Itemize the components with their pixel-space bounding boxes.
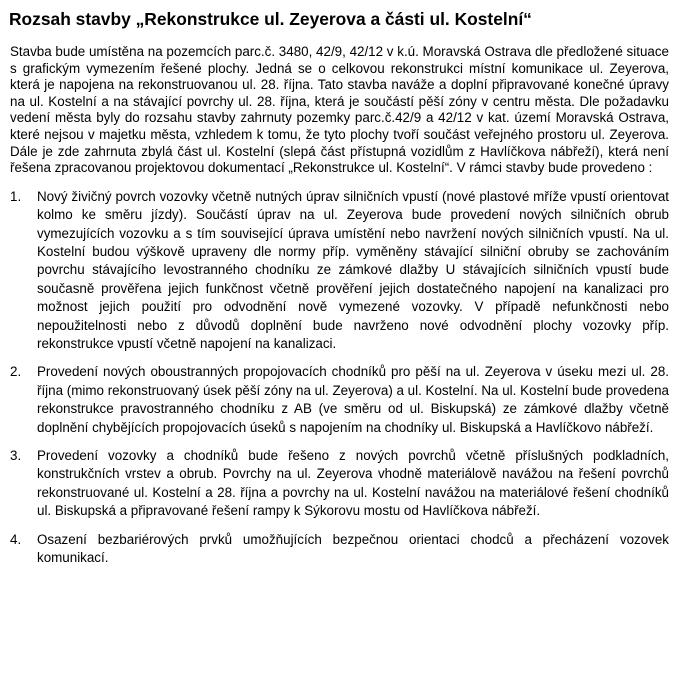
list-item xyxy=(9,188,669,354)
list-item-number: 4. xyxy=(10,531,22,547)
list-item-text: Provedení vozovky a chodníků bude řešeno z nových povrchů včetně příslušných podkladních, konstrukčních vrstev a obrub. Povrchy na ul. Zeyerova vhodně materiálově navážou na řešení povrchů rekonstruované ul. Kostelní a 28. října a povrchy na ul. Kostelní navážou na materiálové řešení chodníků ul. Biskupská a připravované řešení rampy k Sýkorovu mostu od Havlíčkova nábřeží. xyxy=(37,448,669,519)
list-item-text: Provedení nových oboustranných propojovacích chodníků pro pěší na ul. Zeyerova v úseku mezi ul. 28. října (mimo rekonstruovaný úsek pěší zóny na ul. Zeyerova) a ul. Kostelní. Na ul. Kostelní bude provedena rekonstrukce pravostranného chodníku z AB (ve směru od ul. Biskupská) ze zámkové dlažby včetně doplnění chybějících propojovacích úseků s napojením na chodníky ul. Biskupská a Havlíčkovo nábřeží. xyxy=(37,364,669,435)
scope-list xyxy=(9,188,669,568)
list-item xyxy=(9,447,669,521)
list-item xyxy=(9,363,669,437)
list-item-text: Nový živičný povrch vozovky včetně nutných úprav silničních vpustí (nové plastové mříže vpustí orientovat kolmo ke směru jízdy). Součástí úprav na ul. Zeyerova bude provedení nových silničních obrub vymezujících vozovku a s tím související úprava umístění nebo navržení nových silničních vpustí. Na ul. Kostelní budou výškově upraveny dle normy příp. vyměněny stávající silniční obruby se zachováním povrchu stávajícího levostranného chodníku ze zámkové dlažby U stávajících silničních vpustí bude současně prověřena jejich funkčnost včetně prověření jejich dostatečného napojení na kanalizaci pro možnost jejich použití pro odvodnění nově vymezené vozovky. V případě nefunkčnosti nebo nepoužitelnosti nebo z důvodů doplnění bude navrženo nové odvodnění plochy vozovky příp. rekonstrukce vpustí včetně napojení na kanalizaci. xyxy=(37,188,669,351)
document-title: Rozsah stavby „Rekonstrukce ul. Zeyerova a části ul. Kostelní“ xyxy=(9,9,532,29)
intro-paragraph: Stavba bude umístěna na pozemcích parc.č. 3480, 42/9, 42/12 v k.ú. Moravská Ostrava dle předložené situace s grafickým vymezením řešené plochy. Jedná se o celkovou rekonstrukci místní komunikace ul. Zeyerova, která je napojena na rekonstruovanou ul. 28. října. Tato stavba naváže a doplní připravované konečné úpravy na ul. Kostelní a na stávající povrchy ul. 28. října, která je součástí pěší zóny v centru města. Dle požadavku vedení města byly do rozsahu stavby zahrnuty pozemky parc.č.42/9 a 42/12 v kat. území Moravská Ostrava, které nejsou v majetku města, vzhledem k tomu, že tyto plochy tvoří součást veřejného prostoru ul. Zeyerova. Dále je zde zahrnuta zbylá část ul. Kostelní (slepá část přístupná vozidlům z Havlíčkova nábřeží), která není řešena zpracovanou projektovou dokumentací „Rekonstrukce ul. Kostelní“. V rámci stavby bude provedeno : xyxy=(10,44,669,176)
list-item-text: Osazení bezbariérových prvků umožňujících bezpečnou orientaci chodců a přecházení vozovek komunikací. xyxy=(37,531,669,566)
document-page xyxy=(9,8,669,577)
list-item-number: 1. xyxy=(10,188,22,204)
list-item-number: 2. xyxy=(10,364,22,380)
list-item-number: 3. xyxy=(10,448,22,464)
list-item xyxy=(9,531,669,568)
